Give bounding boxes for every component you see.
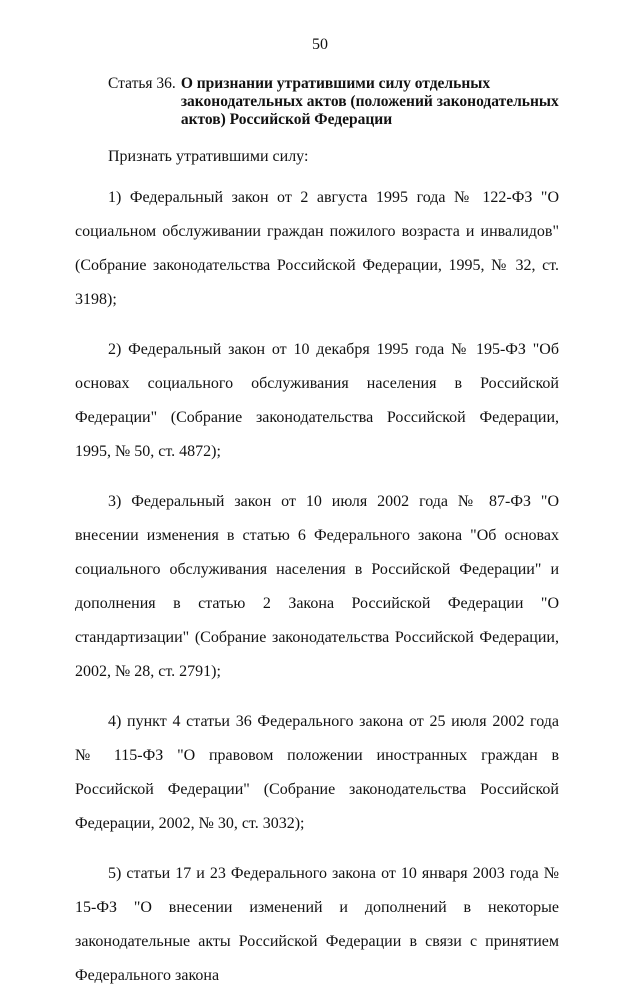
article-heading xyxy=(108,75,568,129)
list-item: 4) пункт 4 статьи 36 Федерального закона от 25 июля 2002 года № 115-ФЗ "О правовом положении иностранных граждан в Российской Федерации" (Собрание законодательства Российской Федерации, 2002, № 30, ст. 3032); xyxy=(75,713,559,832)
list-item: 1) Федеральный закон от 2 августа 1995 года № 122-ФЗ "О социальном обслуживании граждан пожилого возраста и инвалидов" (Собрание законодательства Российской Федерации, 1995, № 32, ст. 3198); xyxy=(75,189,559,308)
page-number: 50 xyxy=(312,36,328,53)
item-list xyxy=(75,181,559,993)
article-label: Статья 36. xyxy=(108,75,176,92)
list-item: 3) Федеральный закон от 10 июля 2002 года № 87-ФЗ "О внесении изменения в статью 6 Федерального закона "Об основах социального обслуживания населения в Российской Федерации" и дополнения в статью 2 Закона Российской Федерации "О стандартизации" (Собрание законодательства Российской Федерации, 2002, № 28, ст. 2791); xyxy=(75,493,559,680)
article-title: О признании утратившими силу отдельных законодательных актов (положений законодательных актов) Российской Федерации xyxy=(180,75,559,128)
list-item: 5) статьи 17 и 23 Федерального закона от 10 января 2003 года № 15-ФЗ "О внесении изменений и дополнений в некоторые законодательные акты Российской Федерации в связи с принятием Федерального закона xyxy=(75,865,559,984)
list-item: 2) Федеральный закон от 10 декабря 1995 года № 195-ФЗ "Об основах социального обслуживания населения в Российской Федерации" (Собрание законодательства Российской Федерации, 1995, № 50, ст. 4872); xyxy=(75,341,559,460)
intro-text: Признать утратившими силу: xyxy=(108,148,309,165)
